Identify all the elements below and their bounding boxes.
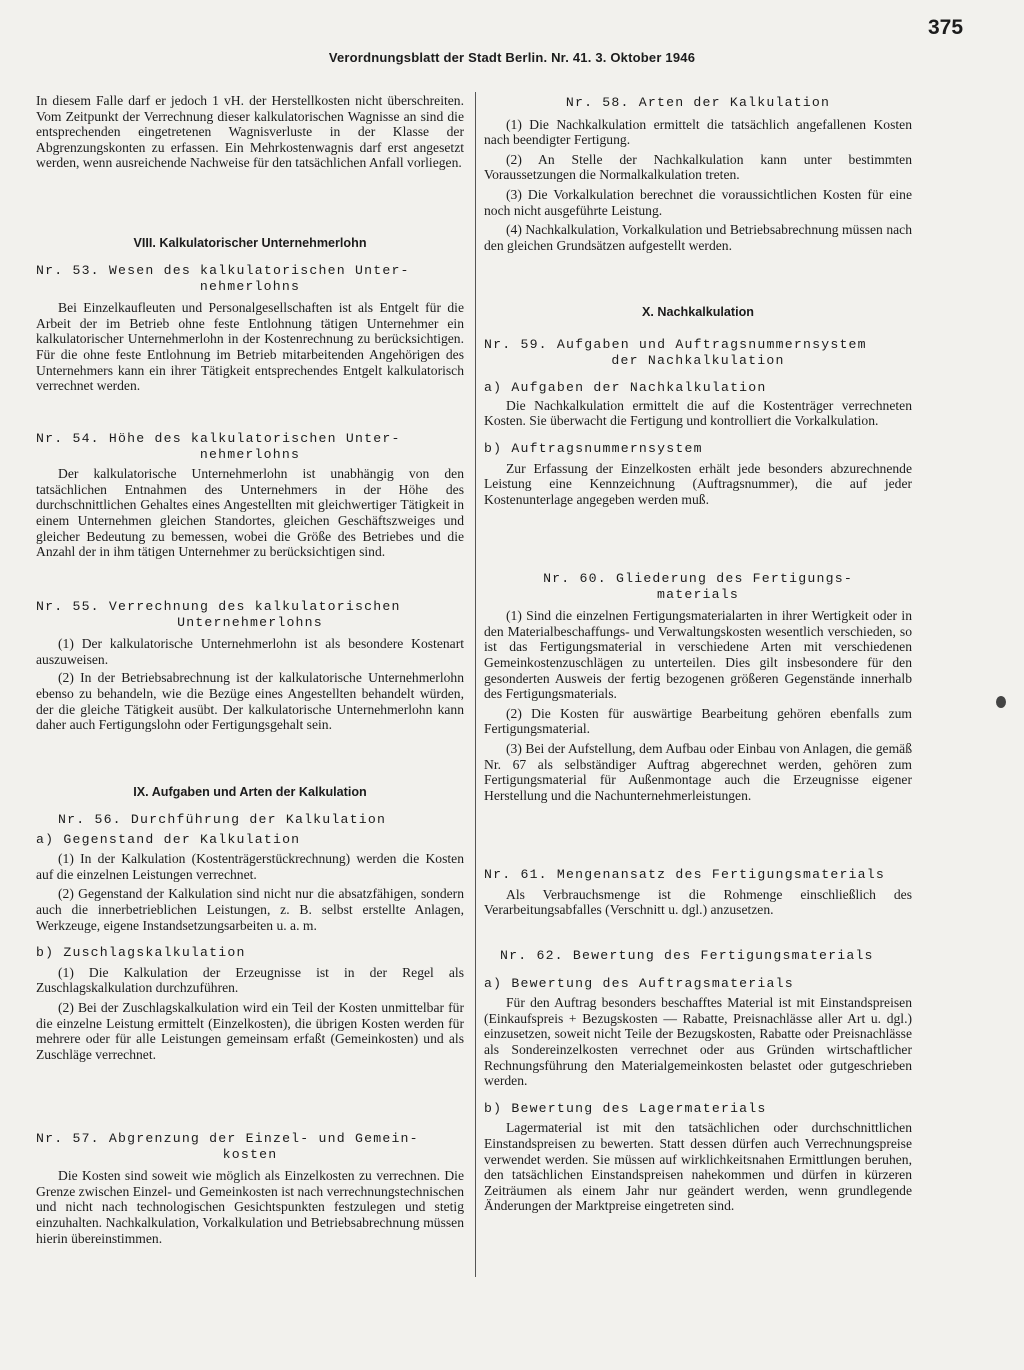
paragraph: (4) Nachkalkulation, Vorkalkulation und Betriebsabrechnung müssen nach den gleichen Grundsätzen aufgestellt werden. (484, 222, 912, 253)
nr55-title: Nr. 55. Verrechnung des kalkulatorischen (36, 599, 401, 614)
nr59-title: Nr. 59. Aufgaben und Auftragsnummernsystem (484, 337, 867, 352)
paragraph: (3) Bei der Aufstellung, dem Aufbau oder Einbau von Anlagen, die gemäß Nr. 67 als selbständiger Auftrag abgerechnet werden, gehören zum Fertigungsmaterial für Außenmontage auch die Erzeugnisse eigener Herstellung und die Nachunternehmerleistungen. (484, 740, 912, 803)
paragraph: (2) An Stelle der Nachkalkulation kann unter bestimmten Voraussetzungen die Normalkalkulation treten. (484, 151, 912, 183)
nr55-block (36, 599, 464, 733)
paragraph: Lagermaterial ist mit den tatsächlichen oder durchschnittlichen Einstandspreisen zu bewerten. Statt dessen dürfen auch Verrechnungspreise verwendet werden. Sie müssen auf wirklichkeitsnahen Ermittlungen beruhen, den tatsächlichen Einstandspreisen nahekommen und dürfen in kürzeren Zeiträumen als einem Jahr nur geändert werden, wenn grundlegende Änderungen der Marktpreise eingetreten sind. (484, 1120, 912, 1214)
paragraph: In diesem Falle darf er jedoch 1 vH. der Herstellkosten nicht überschreiten. Vom Zeitpunkt der Verrechnung dieser kalkulatorischen Wagnisse an sind die entsprechenden eingetretenen Wagnisverluste in der Klasse der Abgrenzungskonten zu erfassen. Ein Mehrkostenwagnis darf erst angesetzt werden, wenn ausreichende Nachweise für den tatsächlichen Anfall vorliegen. (36, 93, 464, 171)
paragraph: Die Kosten sind soweit wie möglich als Einzelkosten zu verrechnen. Die Grenze zwischen Einzel- und Gemeinkosten ist nach verrechnungstechnischen und nicht nach technologischen Gesichtspunkten festzulegen und stetig einzuhalten. Nachkalkulation, Vorkalkulation und Betriebsabrechnung müssen hierin übereinstimmen. (36, 1168, 464, 1246)
paragraph: (2) In der Betriebsabrechnung ist der kalkulatorische Unternehmerlohn ebenso zu behandeln, wie die Bezüge eines Angestellten behandelt würden, der die gleiche Tätigkeit ausübt. Der kalkulatorische Unternehmerlohn kann daher auch Fertigungslohn oder Fertigungsgehalt sein. (36, 670, 464, 733)
nr57-title-cont: kosten (222, 1146, 278, 1162)
nr54-block (36, 431, 464, 560)
nr55-title-cont: Unternehmerlohns (177, 614, 323, 630)
paragraph: (1) Der kalkulatorische Unternehmerlohn ist als besondere Kostenart auszuweisen. (36, 636, 464, 667)
paragraph: Der kalkulatorische Unternehmerlohn ist unabhängig von den tatsächlichen Entnahmen des Unternehmers in der Höhe des durchschnittlichen Gehaltes eines Angestellten mit gleichwertiger Tätigkeit in einem Unternehmen gleichen Standortes, gleichen Geschäftszweiges und gleicher Bedeutung zu bemessen, wobei die Größe des Betriebes und die Anzahl der in ihm tätigen Unternehmer zu berücksichtigen sind. (36, 466, 464, 560)
page-header: Verordnungsblatt der Stadt Berlin. Nr. 41. 3. Oktober 1946 (328, 50, 696, 65)
paragraph: (1) Sind die einzelnen Fertigungsmaterialarten in ihrer Wertigkeit oder in den Materialbeschaffungs- und Verwaltungskosten wesentlich verschieden, so ist das Fertigungsmaterial in verschiedene Arten mit verschiedenen Gemeinkostenzuschlägen zu unterteilen. Dies gilt insbesondere für den gesonderten Ausweis der fertig bezogenen größeren Gegenstände innerhalb des Fertigungsmaterials. (484, 608, 912, 702)
nr60-title: Nr. 60. Gliederung des Fertigungs- (543, 571, 853, 586)
nr61-title: Nr. 61. Mengenansatz des Fertigungsmaterials (484, 867, 886, 882)
nr61-block (484, 867, 912, 918)
section-9-heading: IX. Aufgaben und Arten der Kalkulation (133, 785, 367, 799)
punch-hole-mark (996, 696, 1006, 708)
paragraph: (3) Die Vorkalkulation berechnet die voraussichtlichen Kosten für eine noch nicht ausgeführte Leistung. (484, 186, 912, 218)
section-heading (484, 305, 912, 321)
nr56-block (36, 812, 464, 1062)
paragraph: (2) Gegenstand der Kalkulation sind nicht nur die absatzfähigen, sondern auch die innerbetrieblichen Leistungen, z. B. selbst erstellte Anlagen, Werkzeuge, eigene Instandsetzungsarbeiten u. a. m. (36, 886, 464, 933)
subheading: b) Bewertung des Lagermaterials (484, 1100, 767, 1116)
subheading: a) Bewertung des Auftragsmaterials (484, 975, 794, 991)
subheading: b) Auftragsnummernsystem (484, 440, 703, 456)
paragraph: Zur Erfassung der Einzelkosten erhält jede besonders abzurechnende Leistung eine Kennzeichnung (Auftragsnummer), die auf jeder Kostenunterlage angegeben werden muß. (484, 460, 912, 507)
subheading: b) Zuschlagskalkulation (36, 945, 246, 961)
nr53-title: Nr. 53. Wesen des kalkulatorischen Unter- (36, 263, 410, 278)
section-heading (36, 236, 464, 252)
nr62-block (484, 948, 912, 1214)
section-heading (36, 785, 464, 801)
subheading: a) Aufgaben der Nachkalkulation (484, 380, 767, 396)
paragraph: (1) In der Kalkulation (Kostenträgerstückrechnung) werden die Kosten auf die einzelnen Leistungen verrechnet. (36, 851, 464, 882)
column-divider (475, 92, 476, 1277)
nr58-title: Nr. 58. Arten der Kalkulation (565, 95, 831, 110)
section-8-heading: VIII. Kalkulatorischer Unternehmerlohn (133, 236, 367, 250)
paragraph: Für den Auftrag besonders beschafftes Material ist mit Einstandspreisen (Einkaufspreis + Bezugskosten — Rabatte, Preisnachlässe aller Art u. dgl.) einzusetzen, soweit nicht Teile der Bezugskosten, Rabatte oder Preisnachlässe als Sondereinzelkosten verrechnet oder aus Gründen wirtschaftlicher Rechnungsführung den Materialgemeinkosten belastet oder gutgeschrieben werden. (484, 995, 912, 1089)
nr59-block (484, 337, 912, 507)
nr54-title-cont: nehmerlohns (199, 446, 301, 462)
nr62-title: Nr. 62. Bewertung des Fertigungsmaterials (500, 948, 874, 963)
nr56-title: Nr. 56. Durchführung der Kalkulation (58, 812, 387, 827)
paragraph: Bei Einzelkaufleuten und Personalgesellschaften ist als Entgelt für die Arbeit der im Betrieb ohne feste Entlohnung tätigen Unternehmer ein kalkulatorischer Unternehmerlohn in der Kostenrechnung zu berücksichtigen. Für die ohne feste Entlohnung im Betrieb mitarbeitenden Angehörigen des Unternehmers kann ein ihrer Tätigkeit entsprechendes Entgelt kalkulatorisch verrechnet werden. (36, 300, 464, 394)
nr60-block (484, 571, 912, 803)
nr53-title-cont: nehmerlohns (199, 278, 301, 294)
intro-block (36, 93, 464, 171)
paragraph: (2) Die Kosten für auswärtige Bearbeitung gehören ebenfalls zum Fertigungsmaterial. (484, 705, 912, 737)
nr57-block (36, 1131, 464, 1246)
nr59-title-cont: der Nachkalkulation (611, 352, 785, 368)
paragraph: Als Verbrauchsmenge ist die Rohmenge einschließlich des Verarbeitungsabfalles (Verschnitt u. dgl.) anzusetzen. (484, 886, 912, 918)
section-10-heading: X. Nachkalkulation (642, 305, 754, 319)
paragraph: Die Nachkalkulation ermittelt die auf die Kostenträger verrechneten Kosten. Sie überwacht die Fertigung und kontrolliert die Vorkalkulation. (484, 397, 912, 429)
nr53-block (36, 263, 464, 394)
paragraph: (1) Die Nachkalkulation ermittelt die tatsächlich angefallenen Kosten nach beendigter Fertigung. (484, 116, 912, 148)
paragraph: (2) Bei der Zuschlagskalkulation wird ein Teil der Kosten unmittelbar für die einzelne Leistung ermittelt (Einzelkosten), die übrigen Kosten werden für mehrere oder für alle Leistungen gemeinsam erfaßt (Gemeinkosten) und als Zuschläge verrechnet. (36, 999, 464, 1062)
subheading: a) Gegenstand der Kalkulation (36, 831, 301, 847)
nr57-title: Nr. 57. Abgrenzung der Einzel- und Gemein- (36, 1131, 419, 1146)
nr54-title: Nr. 54. Höhe des kalkulatorischen Unter- (36, 431, 401, 446)
nr58-block (484, 95, 912, 253)
nr60-title-cont: materials (656, 586, 740, 602)
page-number: 375 (928, 16, 964, 39)
paragraph: (1) Die Kalkulation der Erzeugnisse ist in der Regel als Zuschlagskalkulation durchzuführen. (36, 964, 464, 996)
